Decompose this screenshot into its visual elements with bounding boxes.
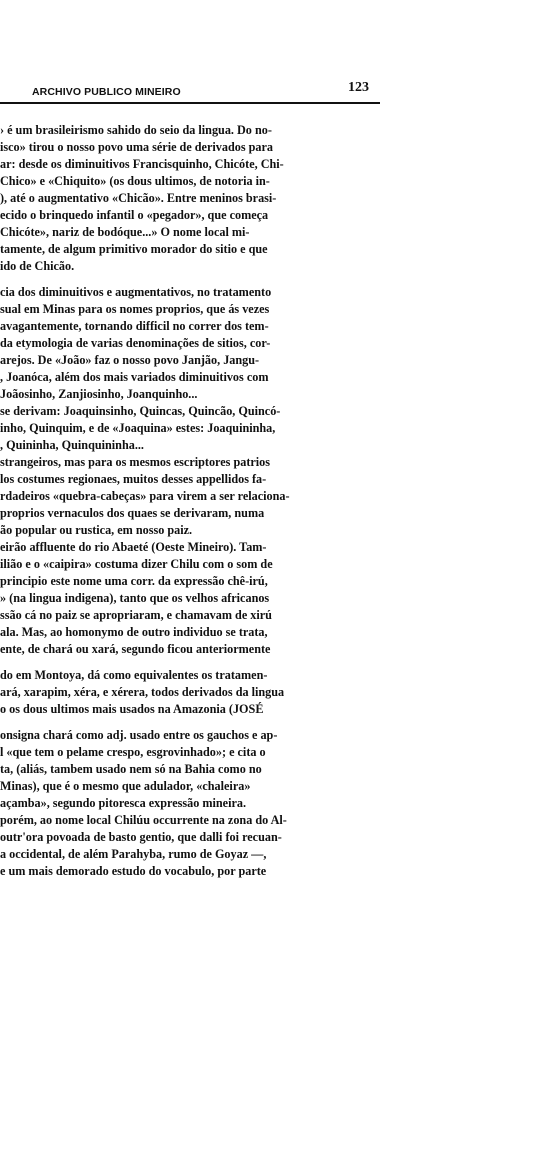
text-line: ido de Chicão. (0, 259, 75, 273)
text-line: › é um brasileirismo sahido do seio da lingua. Do no- (0, 123, 272, 137)
text-line: Joãosinho, Zanjiosinho, Joanquinho... (0, 387, 198, 401)
text-line: » (na lingua indigena), tanto que os velhos africanos (0, 591, 270, 605)
paragraph (0, 284, 400, 658)
text-line: sual em Minas para os nomes proprios, que ás vezes (0, 302, 270, 316)
text-line: los costumes regionaes, muitos desses appellidos fa- (0, 472, 267, 486)
text-line: l «que tem o pelame crespo, esgrovinhado»; e cita o (0, 745, 266, 759)
text-line: ecido o brinquedo infantil o «pegador», que começa (0, 208, 269, 222)
page-header (0, 80, 380, 104)
text-line: rdadeiros «quebra-cabeças» para virem a ser relaciona- (0, 489, 290, 503)
text-line: ala. Mas, ao homonymo de outro individuo se trata, (0, 625, 268, 639)
text-line: cia dos diminuitivos e augmentativos, no tratamento (0, 285, 272, 299)
text-line: ), até o augmentativo «Chicão». Entre meninos brasi- (0, 191, 277, 205)
text-line: onsigna chará como adj. usado entre os gauchos e ap- (0, 728, 278, 742)
text-line: , Joanóca, além dos mais variados diminuitivos com (0, 370, 269, 384)
text-line: o os dous ultimos mais usados na Amazonia (JOSÉ (0, 702, 264, 716)
page-number: 123 (348, 80, 369, 95)
text-line: strangeiros, mas para os mesmos escriptores patrios (0, 455, 271, 469)
text-line: ará, xarapim, xéra, e xérera, todos derivados da lingua (0, 685, 285, 699)
text-line: a occidental, de além Parahyba, rumo de Goyaz —, (0, 847, 267, 861)
text-line: da etymologia de varias denominações de sitios, cor- (0, 336, 271, 350)
paragraph-gap (0, 658, 400, 667)
text-line: do em Montoya, dá como equivalentes os tratamen- (0, 668, 268, 682)
running-title: ARCHIVO PUBLICO MINEIRO (32, 86, 181, 98)
paragraph-gap (0, 718, 400, 727)
paragraph-gap (0, 275, 400, 284)
text-line: proprios vernaculos dos quaes se derivaram, numa (0, 506, 265, 520)
text-line: ar: desde os diminuitivos Francisquinho, Chicóte, Chi- (0, 157, 284, 171)
text-line: ssão cá no paiz se apropriaram, e chamavam de xirú (0, 608, 272, 622)
text-line: principio este nome uma corr. da expressão chê-irú, (0, 574, 268, 588)
paragraph (0, 667, 400, 718)
body-text (0, 122, 400, 880)
text-line: eirão affluente do rio Abaeté (Oeste Mineiro). Tam- (0, 540, 267, 554)
text-line: açamba», segundo pitoresca expressão mineira. (0, 796, 246, 810)
text-line: arejos. De «João» faz o nosso povo Janjão, Jangu- (0, 353, 260, 367)
text-line: isco» tirou o nosso povo uma série de derivados para (0, 140, 273, 154)
text-line: porém, ao nome local Chilúu occurrente na zona do Al- (0, 813, 287, 827)
text-line: Minas), que é o mesmo que adulador, «chaleira» (0, 779, 251, 793)
text-line: Chico» e «Chiquito» (os dous ultimos, de notoria in- (0, 174, 270, 188)
text-line: tamente, de algum primitivo morador do sitio e que (0, 242, 268, 256)
text-line: ta, (aliás, tambem usado nem só na Bahia como no (0, 762, 262, 776)
text-line: ente, de chará ou xará, segundo ficou anteriormente (0, 642, 271, 656)
text-line: ão popular ou rustica, em nosso paiz. (0, 523, 193, 537)
text-line: outr'ora povoada de basto gentio, que dalli foi recuan- (0, 830, 282, 844)
text-line: inho, Quinquim, e de «Joaquina» estes: Joaquininha, (0, 421, 276, 435)
paragraph (0, 727, 400, 880)
text-line: ilião e o «caipira» costuma dizer Chilu com o som de (0, 557, 273, 571)
text-line: , Quininha, Quinquininha... (0, 438, 144, 452)
text-line: Chicóte», nariz de bodóque...» O nome local mi- (0, 225, 250, 239)
text-line: avagantemente, tornando difficil no correr dos tem- (0, 319, 269, 333)
paragraph (0, 122, 400, 275)
text-line: se derivam: Joaquinsinho, Quincas, Quincão, Quincó- (0, 404, 281, 418)
text-line: e um mais demorado estudo do vocabulo, por parte (0, 864, 267, 878)
